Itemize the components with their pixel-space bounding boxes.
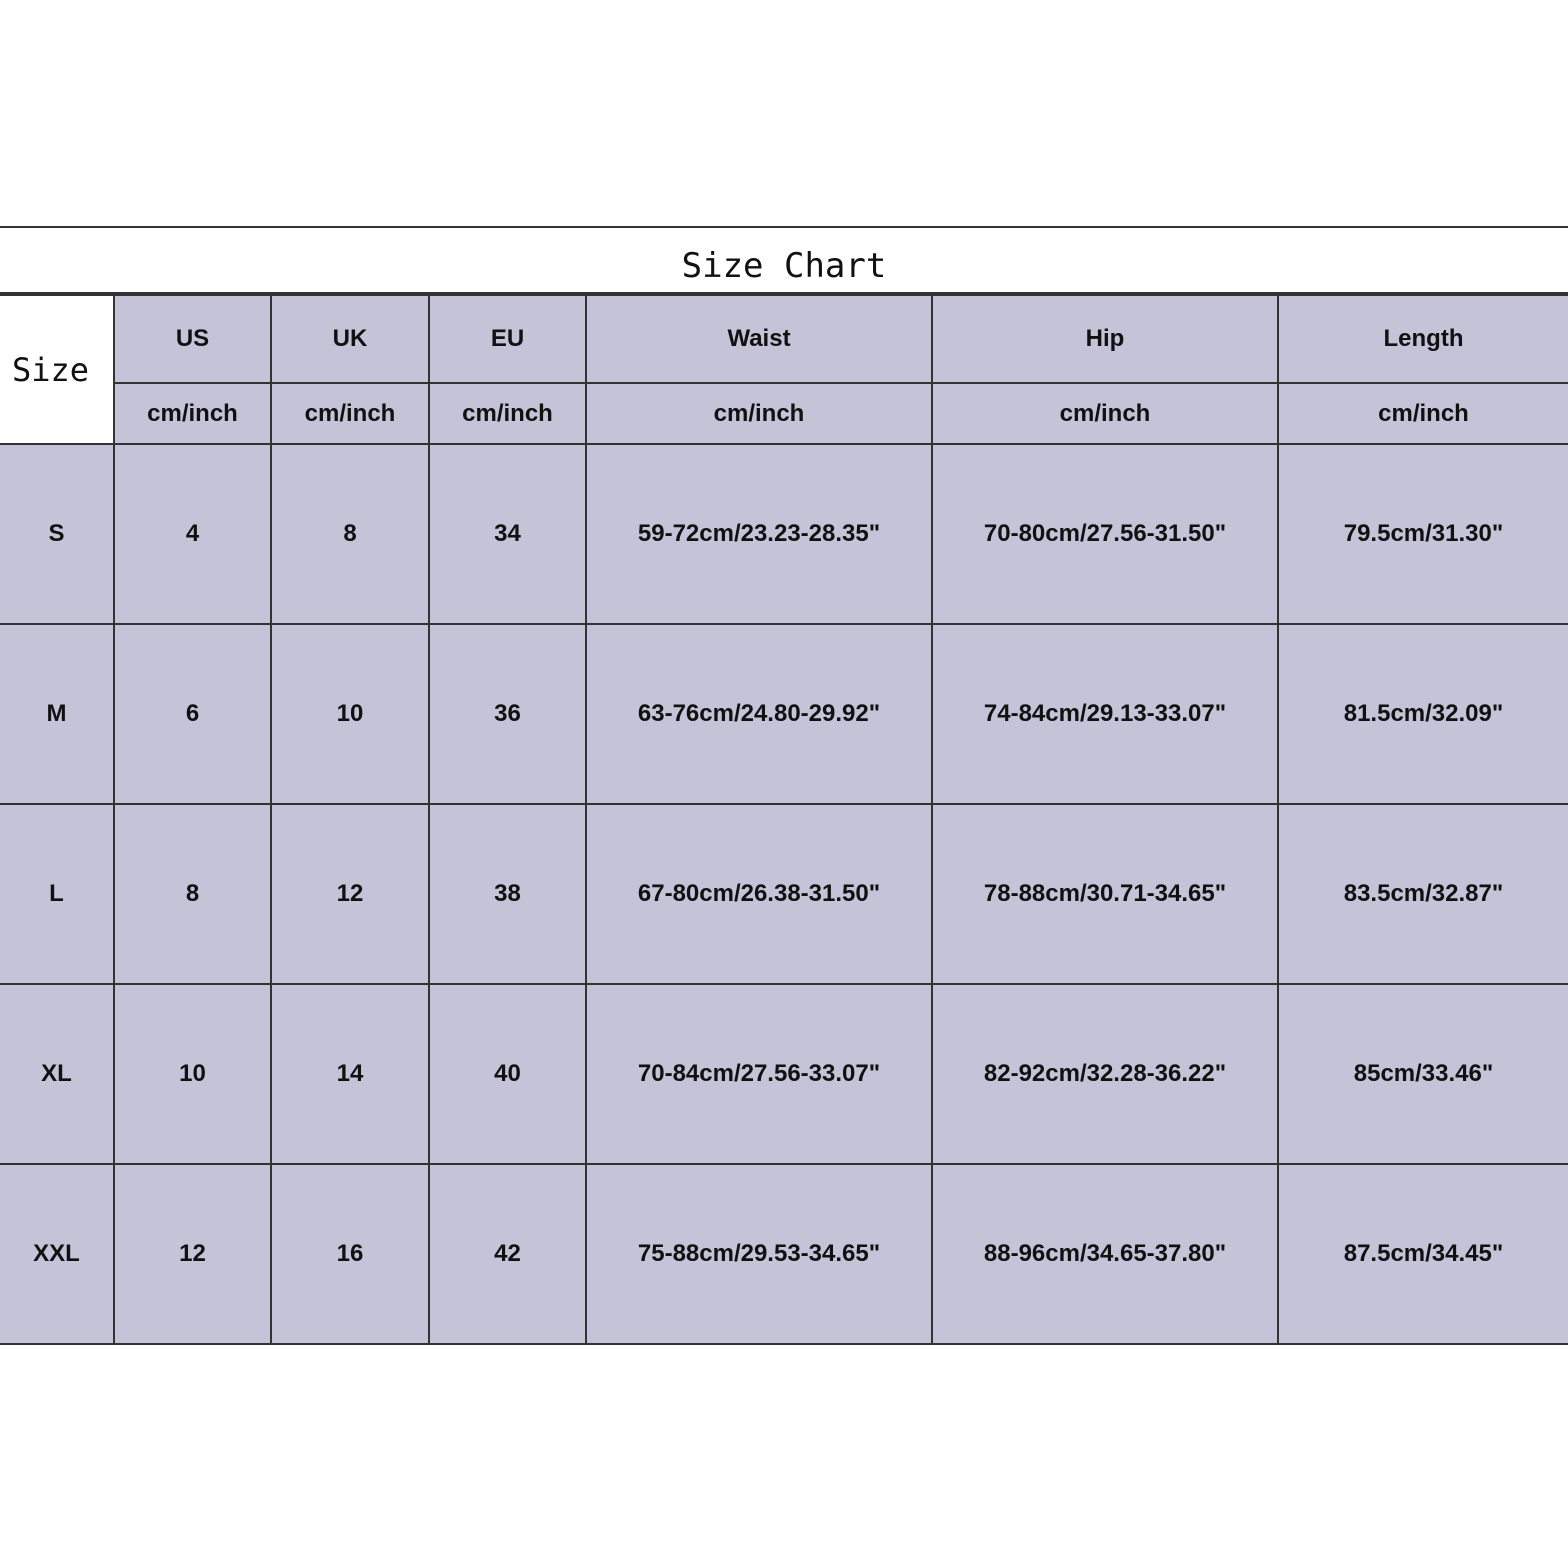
chart-title: Size Chart <box>0 228 1568 294</box>
table-row <box>0 804 1568 984</box>
table-cell: 63-76cm/24.80-29.92" <box>586 624 932 804</box>
table-row <box>0 984 1568 1164</box>
unit-cell: cm/inch <box>114 383 271 444</box>
column-header-hip: Hip <box>932 295 1278 383</box>
column-header-eu: EU <box>429 295 586 383</box>
size-table <box>0 294 1568 1345</box>
table-cell: 4 <box>114 444 271 624</box>
table-cell: 70-80cm/27.56-31.50" <box>932 444 1278 624</box>
header-row <box>0 295 1568 383</box>
table-cell: 16 <box>271 1164 429 1344</box>
table-cell: 14 <box>271 984 429 1164</box>
table-row <box>0 444 1568 624</box>
table-cell: 8 <box>114 804 271 984</box>
unit-cell: cm/inch <box>932 383 1278 444</box>
size-header: Size <box>0 295 114 444</box>
size-cell: L <box>0 804 114 984</box>
column-header-us: US <box>114 295 271 383</box>
table-cell: 88-96cm/34.65-37.80" <box>932 1164 1278 1344</box>
table-cell: 40 <box>429 984 586 1164</box>
size-cell: M <box>0 624 114 804</box>
table-cell: 81.5cm/32.09" <box>1278 624 1568 804</box>
table-cell: 59-72cm/23.23-28.35" <box>586 444 932 624</box>
size-cell: XL <box>0 984 114 1164</box>
table-cell: 83.5cm/32.87" <box>1278 804 1568 984</box>
table-cell: 67-80cm/26.38-31.50" <box>586 804 932 984</box>
table-cell: 82-92cm/32.28-36.22" <box>932 984 1278 1164</box>
table-cell: 87.5cm/34.45" <box>1278 1164 1568 1344</box>
unit-cell: cm/inch <box>586 383 932 444</box>
size-cell: XXL <box>0 1164 114 1344</box>
unit-cell: cm/inch <box>271 383 429 444</box>
table-cell: 12 <box>271 804 429 984</box>
table-cell: 85cm/33.46" <box>1278 984 1568 1164</box>
column-header-uk: UK <box>271 295 429 383</box>
table-cell: 42 <box>429 1164 586 1344</box>
table-cell: 38 <box>429 804 586 984</box>
unit-row <box>0 383 1568 444</box>
size-cell: S <box>0 444 114 624</box>
table-cell: 12 <box>114 1164 271 1344</box>
table-cell: 74-84cm/29.13-33.07" <box>932 624 1278 804</box>
table-cell: 10 <box>271 624 429 804</box>
unit-cell: cm/inch <box>429 383 586 444</box>
unit-cell: cm/inch <box>1278 383 1568 444</box>
table-row <box>0 624 1568 804</box>
column-header-length: Length <box>1278 295 1568 383</box>
table-cell: 34 <box>429 444 586 624</box>
table-cell: 6 <box>114 624 271 804</box>
table-row <box>0 1164 1568 1344</box>
size-chart <box>0 226 1568 1345</box>
column-header-waist: Waist <box>586 295 932 383</box>
table-cell: 36 <box>429 624 586 804</box>
table-cell: 79.5cm/31.30" <box>1278 444 1568 624</box>
table-cell: 8 <box>271 444 429 624</box>
table-cell: 70-84cm/27.56-33.07" <box>586 984 932 1164</box>
table-cell: 75-88cm/29.53-34.65" <box>586 1164 932 1344</box>
table-cell: 78-88cm/30.71-34.65" <box>932 804 1278 984</box>
table-cell: 10 <box>114 984 271 1164</box>
